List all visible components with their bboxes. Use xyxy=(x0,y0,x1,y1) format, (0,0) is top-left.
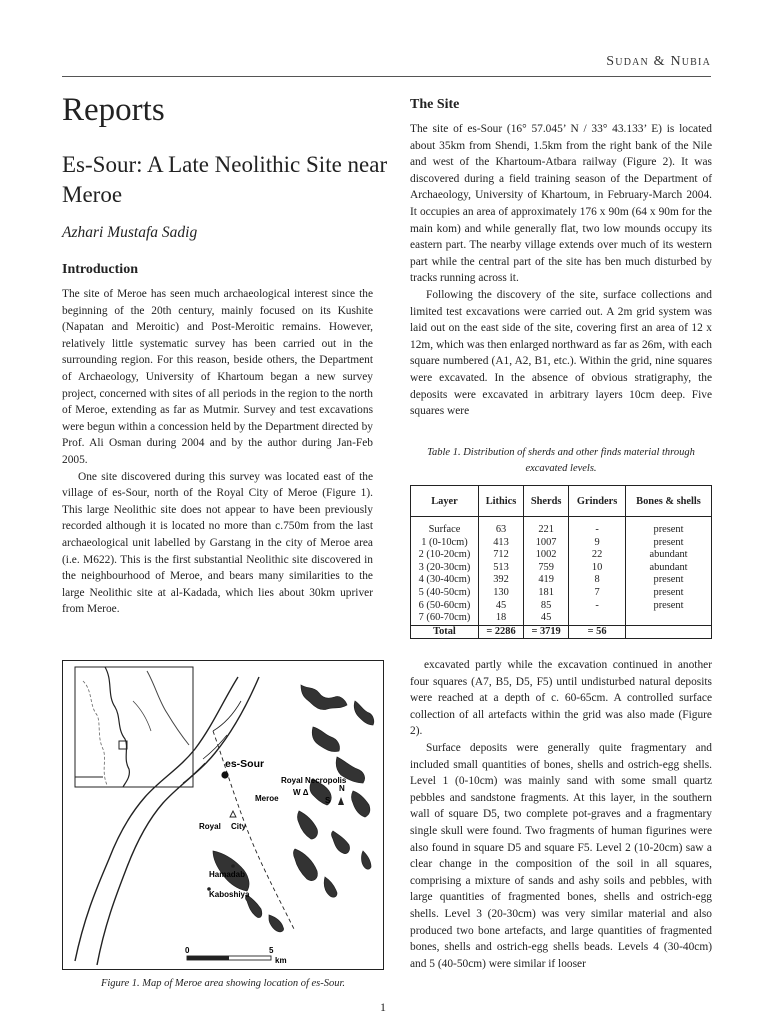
cell-grinders: 8 xyxy=(569,574,626,587)
table-header-row xyxy=(411,486,712,517)
table-row xyxy=(411,587,712,600)
cell-lithics: 513 xyxy=(478,562,523,575)
total-label: Total xyxy=(411,625,479,639)
column-header-lithics: Lithics xyxy=(478,486,523,517)
cell-bones-shells: abundant xyxy=(626,562,712,575)
page-number: 1 xyxy=(380,1000,386,1014)
cell-sherds: 1007 xyxy=(524,537,569,550)
cell-lithics: 130 xyxy=(478,587,523,600)
cell-layer: 4 (30-40cm) xyxy=(411,574,479,587)
table-row xyxy=(411,574,712,587)
cell-sherds: 45 xyxy=(524,612,569,625)
necropolis-s-label: S xyxy=(325,796,331,805)
north-arrow-icon xyxy=(338,797,344,805)
cell-lithics: 45 xyxy=(478,600,523,613)
royal-city-triangle-icon xyxy=(230,811,236,817)
finds-table xyxy=(410,485,712,639)
introduction-text xyxy=(62,286,373,618)
cell-layer: 6 (50-60cm) xyxy=(411,600,479,613)
cell-bones-shells: present xyxy=(626,524,712,537)
cell-lithics: 63 xyxy=(478,524,523,537)
cell-grinders xyxy=(569,612,626,625)
scale-unit-label: km xyxy=(275,956,287,965)
cell-bones-shells: present xyxy=(626,600,712,613)
cell-lithics: 712 xyxy=(478,549,523,562)
north-arrow-label: N xyxy=(339,784,345,793)
map-svg xyxy=(63,661,383,969)
scale-bar xyxy=(185,946,287,965)
cell-lithics: 413 xyxy=(478,537,523,550)
site-text-top xyxy=(410,121,712,420)
column-header-layer: Layer xyxy=(411,486,479,517)
site-heading: The Site xyxy=(410,97,460,112)
cell-grinders: 22 xyxy=(569,549,626,562)
introduction-paragraph-2: One site discovered during this survey was located east of the village of es-Sour, north of the Royal City of Meroe (Figure 1). This large Neolithic site does not appear to have been previously recorded although it is located no more than c.750m from the last archaeological unit labelled by Garstang in the city of Meroe area (i.e. M622). This is the first substantial Neolithic site discovered in the neighbourhood of Meroe, and bears many similarities to the large Neolithic site at al-Kadada, which lies about 30km upriver from Meroe. xyxy=(62,470,373,616)
cell-sherds: 1002 xyxy=(524,549,569,562)
introduction-heading: Introduction xyxy=(62,262,138,277)
cell-sherds: 85 xyxy=(524,600,569,613)
cell-grinders: 7 xyxy=(569,587,626,600)
necropolis-w-label: W Δ xyxy=(293,788,309,797)
cell-lithics: 18 xyxy=(478,612,523,625)
cell-grinders: 9 xyxy=(569,537,626,550)
introduction-paragraph-1: The site of Meroe has seen much archaeological interest since the beginning of the 20th century, mainly focused on its Kushite (Napatan and Meroitic) and Post-Meroitic remains. However, relatively little systematic survey has been carried out in the surrounding region. For this reason, beside others, the Department of Archaeology, University of Khartoum began a new survey project, concerned with sites of all periods in the region to the north of Meroe, extending as far as Mutmir. Survey and test excavations were begun within a concession held by the Department directed by Prof. Ali Osman during 2004 and by the author during Jan-Feb 2005. xyxy=(62,288,373,466)
cell-bones-shells: present xyxy=(626,587,712,600)
table-row xyxy=(411,562,712,575)
cell-layer: 1 (0-10cm) xyxy=(411,537,479,550)
total-grinders: = 56 xyxy=(569,625,626,639)
cell-sherds: 419 xyxy=(524,574,569,587)
cell-bones-shells: present xyxy=(626,537,712,550)
cell-sherds: 759 xyxy=(524,562,569,575)
site-text-bottom xyxy=(410,657,712,972)
cell-sherds: 181 xyxy=(524,587,569,600)
meroe-label: Meroe xyxy=(255,794,279,803)
column-header-sherds: Sherds xyxy=(524,486,569,517)
royal-necropolis-label: Royal Necropolis xyxy=(281,776,347,785)
table-row xyxy=(411,537,712,550)
site-paragraph-4: Surface deposits were generally quite fragmentary and included small quantities of bones, shells and ostrich-egg shells. Level 1 (0-10cm) was mainly sand with some small quartz pebbles and sandstone fragments. At this layer, in the southern wall of square D5, two complete pot-graves and a fragmentary single skull were found. Two fragments of human figurines were also found in square D5 and square F5. Level 2 (10-20cm) saw a clear change in the composition of the soil in all squares, comprising a mixture of sands and ashy soils and pebbles, with large quantities of fragmented bones, shells and ostrich-egg shells. Level 3 (20-30cm) was very similar material and also produced two bone artefacts, and large quantities of fragmented bones, shells and ostrich-egg shells beads. Levels 4 (30-40cm) and 5 (40-50cm) were similar if looser xyxy=(410,741,712,970)
cell-layer: Surface xyxy=(411,524,479,537)
site-paragraph-2: Following the discovery of the site, surface collections and limited test excavations were carried out. A 2m grid system was laid out on the east side of the site, covering first an area of 12 x 12m, which was then enlarged northward as far as 26m, with each square numbered (A1, A2, B1, etc.). Within the grid, nine squares were excavated. In the absence of obvious stratigraphy, the deposits were excavated in arbitrary layers 10cm deep. Five squares were xyxy=(410,288,712,418)
site-paragraph-3: excavated partly while the excavation continued in another four squares (A7, B5, D5, F5) until undisturbed natural deposits were reached at a depth of c. 60-65cm. A controlled surface collection of all artefacts within the grid was also made (Figure 2). xyxy=(410,659,712,738)
kaboshiya-label: Kaboshiya xyxy=(209,890,250,899)
city-label: City xyxy=(231,822,247,831)
journal-name: Sudan & Nubia xyxy=(606,54,711,69)
cell-layer: 2 (10-20cm) xyxy=(411,549,479,562)
article-title: Es-Sour: A Late Neolithic Site near Meroe xyxy=(62,152,388,207)
section-title: Reports xyxy=(62,92,165,128)
scale-bar-fill-icon xyxy=(187,956,229,960)
map-figure xyxy=(62,660,384,970)
site-paragraph-1: The site of es-Sour (16° 57.045’ N / 33° 43.133’ E) is located about 35km from Shendi, 1.5km from the right bank of the Nile and west of the Khartoum-Atbara railway (Figure 2). It was discovered during a field training season of the Department of Archaeology, University of Khartoum, in February-March 2004. It occupies an area of approximately 176 x 90m (64 x 90m for the main kom) and while generally flat, two low mounds occupy its eastern part. The nearby village extends over much of its western part while the central part of the site has ben much disturbed by tracks running across it. xyxy=(410,123,712,285)
total-bones-shells xyxy=(626,625,712,639)
cell-bones-shells xyxy=(626,612,712,625)
cell-layer: 7 (60-70cm) xyxy=(411,612,479,625)
cell-lithics: 392 xyxy=(478,574,523,587)
scale-zero-label: 0 xyxy=(185,946,190,955)
cell-layer: 5 (40-50cm) xyxy=(411,587,479,600)
hamadab-marker-icon xyxy=(231,864,235,868)
cell-layer: 3 (20-30cm) xyxy=(411,562,479,575)
table-row xyxy=(411,549,712,562)
table-caption: Table 1. Distribution of sherds and other finds material through excavated levels. xyxy=(427,447,695,474)
table-spacer-row xyxy=(411,517,712,525)
hamadab-label: Hamadab xyxy=(209,870,246,879)
royal-label: Royal xyxy=(199,822,221,831)
scale-five-label: 5 xyxy=(269,946,274,955)
author-name: Azhari Mustafa Sadig xyxy=(62,224,198,241)
figure-caption: Figure 1. Map of Meroe area showing location of es-Sour. xyxy=(100,978,346,989)
total-sherds: = 3719 xyxy=(524,625,569,639)
table-row xyxy=(411,524,712,537)
cell-grinders: 10 xyxy=(569,562,626,575)
cell-bones-shells: present xyxy=(626,574,712,587)
header-rule xyxy=(62,76,711,77)
table-row xyxy=(411,612,712,625)
cell-grinders: - xyxy=(569,524,626,537)
cell-grinders: - xyxy=(569,600,626,613)
total-lithics: = 2286 xyxy=(478,625,523,639)
column-header-grinders: Grinders xyxy=(569,486,626,517)
cell-bones-shells: abundant xyxy=(626,549,712,562)
cell-sherds: 221 xyxy=(524,524,569,537)
column-header-bones-shells: Bones & shells xyxy=(626,486,712,517)
es-sour-marker-icon xyxy=(221,771,228,778)
table-row xyxy=(411,600,712,613)
es-sour-label: es-Sour xyxy=(225,758,265,770)
table-total-row xyxy=(411,625,712,639)
